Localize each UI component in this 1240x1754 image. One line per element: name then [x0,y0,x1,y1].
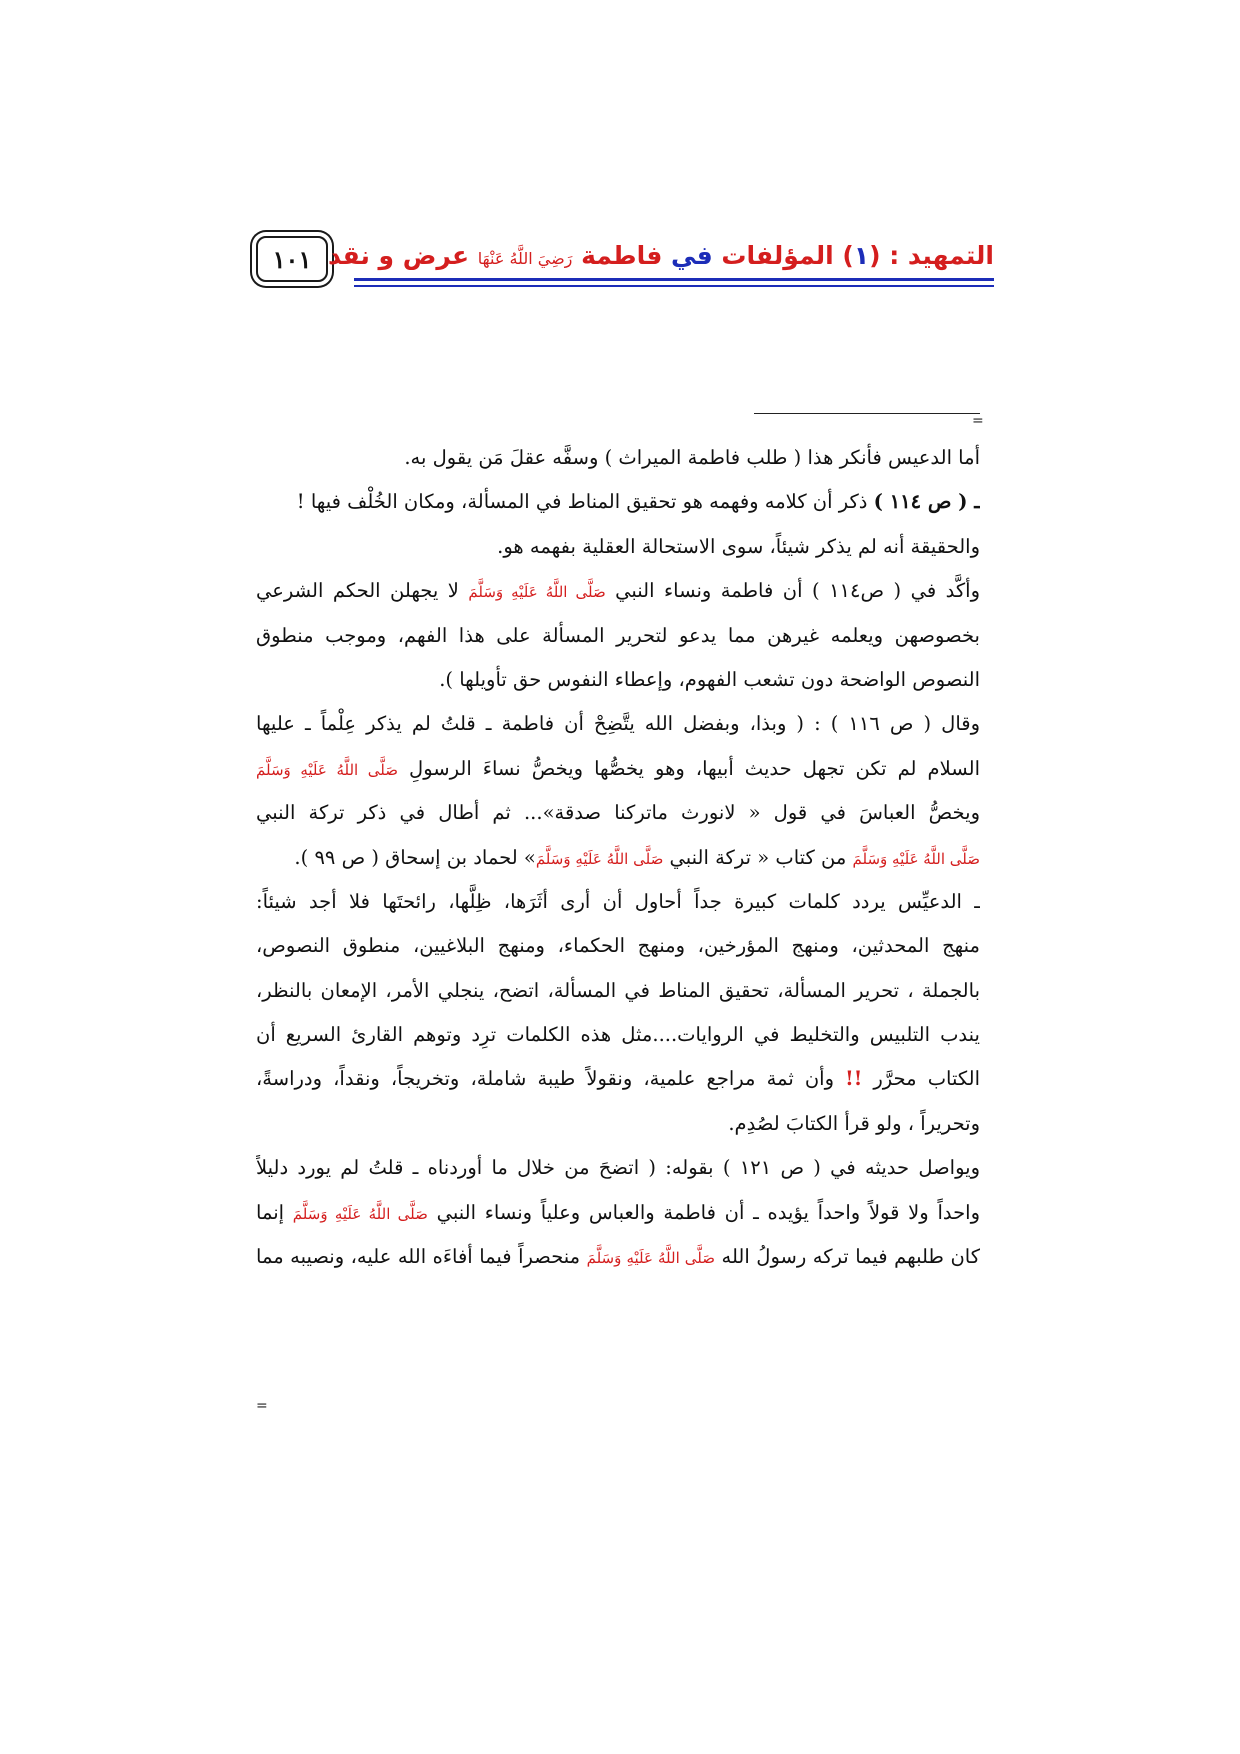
honorific-saw: صَلَّى اللَّهُ عَلَيْهِ وَسَلَّمَ [256,760,399,779]
exclamation-mark: !! [845,1067,863,1091]
honorific-saw: صَلَّى اللَّهُ عَلَيْهِ وَسَلَّمَ [852,849,980,868]
text-run: النصوص الواضحة دون تشعب الفهوم، وإعطاء النفوس حق تأويلها ). [439,667,980,691]
body-text [256,436,980,1279]
title-number: ١ [853,241,870,270]
text-line [256,880,980,924]
text-line [256,658,980,702]
text-run: بالجملة ، تحرير المسألة، تحقيق المناط في المسألة، اتضح، ينجلي الأمر، الإمعان بالنظر، [256,978,980,1002]
title-part-1: التمهيد : ( [869,241,994,270]
text-run: منحصراً فيما أفاءَه الله عليه، ونصيبه مما [256,1245,587,1269]
title-part-5: عرض و نقد [328,241,478,270]
page-header [256,236,994,286]
text-run: ذكر أن كلامه وفهمه هو تحقيق المناط في المسألة، ومكان الخُلْف فيها ! [296,490,874,514]
title-part-2: ) المؤلفات [712,241,854,270]
text-line [256,969,980,1013]
text-run: وتحريراً ، ولو قرأ الكتابَ لصُدِم. [728,1111,980,1135]
text-run: منهج المحدثين، ومنهج المؤرخين، ومنهج الحكماء، ومنهج البلاغيين، منطوق النصوص، [256,934,980,958]
text-line [256,480,980,524]
text-run: أما الدعيس فأنكر هذا ( طلب فاطمة الميراث ) وسفَّه عقلَ مَن يقول به. [404,446,980,469]
running-title [328,238,994,277]
title-honorific: رَضِيَ اللَّهُ عَنْهَا [477,249,573,268]
text-run: بخصوصهن ويعلمه غيرهن مما يدعو لتحرير المسألة على هذا الفهم، وموجب منطوق [256,623,980,647]
text-run: والحقيقة أنه لم يذكر شيئاً، سوى الاستحالة العقلية بفهمه هو. [497,534,980,558]
continuation-mark-bottom: = [256,1398,268,1414]
text-line [256,836,980,880]
honorific-saw: صَلَّى اللَّهُ عَلَيْهِ وَسَلَّمَ [292,1204,428,1223]
title-part-3: في [671,241,713,270]
text-line [256,614,980,658]
honorific-saw: صَلَّى اللَّهُ عَلَيْهِ وَسَلَّمَ [468,583,606,602]
text-line [256,1146,980,1190]
text-line [256,569,980,613]
text-line [256,1013,980,1057]
page-reference: ـ ( ص ١١٤ ) [873,490,980,514]
header-rule-thin [354,285,994,287]
text-line [256,436,980,480]
text-run: كان طلبهم فيما تركه رسولُ الله [715,1245,980,1269]
text-line [256,924,980,968]
text-line [256,525,980,569]
text-line [256,791,980,835]
text-line [256,747,980,791]
text-run: وأن ثمة مراجع علمية، ونقولاً طيبة شاملة، وتخريجاً، ونقداً، ودراسةً، [256,1067,846,1091]
honorific-saw: صَلَّى اللَّهُ عَلَيْهِ وَسَلَّمَ [535,849,664,868]
text-line [256,702,980,746]
text-run: يندب التلبيس والتخليط في الروايات....مثل هذه الكلمات ترِد وتوهم القارئ السريع أن [256,1023,980,1047]
text-line [256,1235,980,1279]
text-line [256,1102,980,1146]
text-run: ويخصُّ العباسَ في قول « لانورث ماتركنا صدقة»... ثم أطال في ذكر تركة النبي [256,801,980,825]
text-run: السلام لم تكن تجهل حديث أبيها، وهو يخصُّها ويخصُّ نساءَ الرسولِ [398,756,980,780]
text-line [256,1057,980,1101]
text-run: وأكَّد في ( ص١١٤ ) أن فاطمة ونساء النبي [605,579,980,603]
text-run: من كتاب « تركة النبي [663,845,853,869]
text-run: الكتاب محرَّر [862,1067,980,1091]
page-number-box: ١٠١ [256,236,328,282]
continuation-mark-top: = [972,413,984,429]
text-run: إنما [256,1200,293,1224]
text-run: وقال ( ص ١١٦ ) : ( وبذا، وبفضل الله يتَّضِحْ أن فاطمة ـ قلتُ لم يذكر عِلْماً ـ عليها [256,712,980,736]
text-run: ـ الدعيِّس يردد كلمات كبيرة جداً أحاول أن أرى أثَرَها، ظِلَّها، رائحتَها فلا أجد شيئاً: [256,889,980,913]
text-run: » لحماد بن إسحاق ( ص ٩٩ ). [294,845,536,869]
header-rule-thick [354,278,994,281]
honorific-saw: صَلَّى اللَّهُ عَلَيْهِ وَسَلَّمَ [586,1249,716,1268]
text-line [256,1191,980,1235]
text-run: ويواصل حديثه في ( ص ١٢١ ) بقوله: ( اتضحَ من خلال ما أوردناه ـ قلتُ لم يورد دليلاً [256,1156,980,1180]
text-run: لا يجهلن الحكم الشرعي [256,579,469,603]
title-part-4: فاطمة [572,241,672,270]
text-run: واحداً ولا قولاً واحداً يؤيده ـ أن فاطمة والعباس وعلياً ونساء النبي [427,1200,980,1224]
footnote-separator [754,413,980,414]
